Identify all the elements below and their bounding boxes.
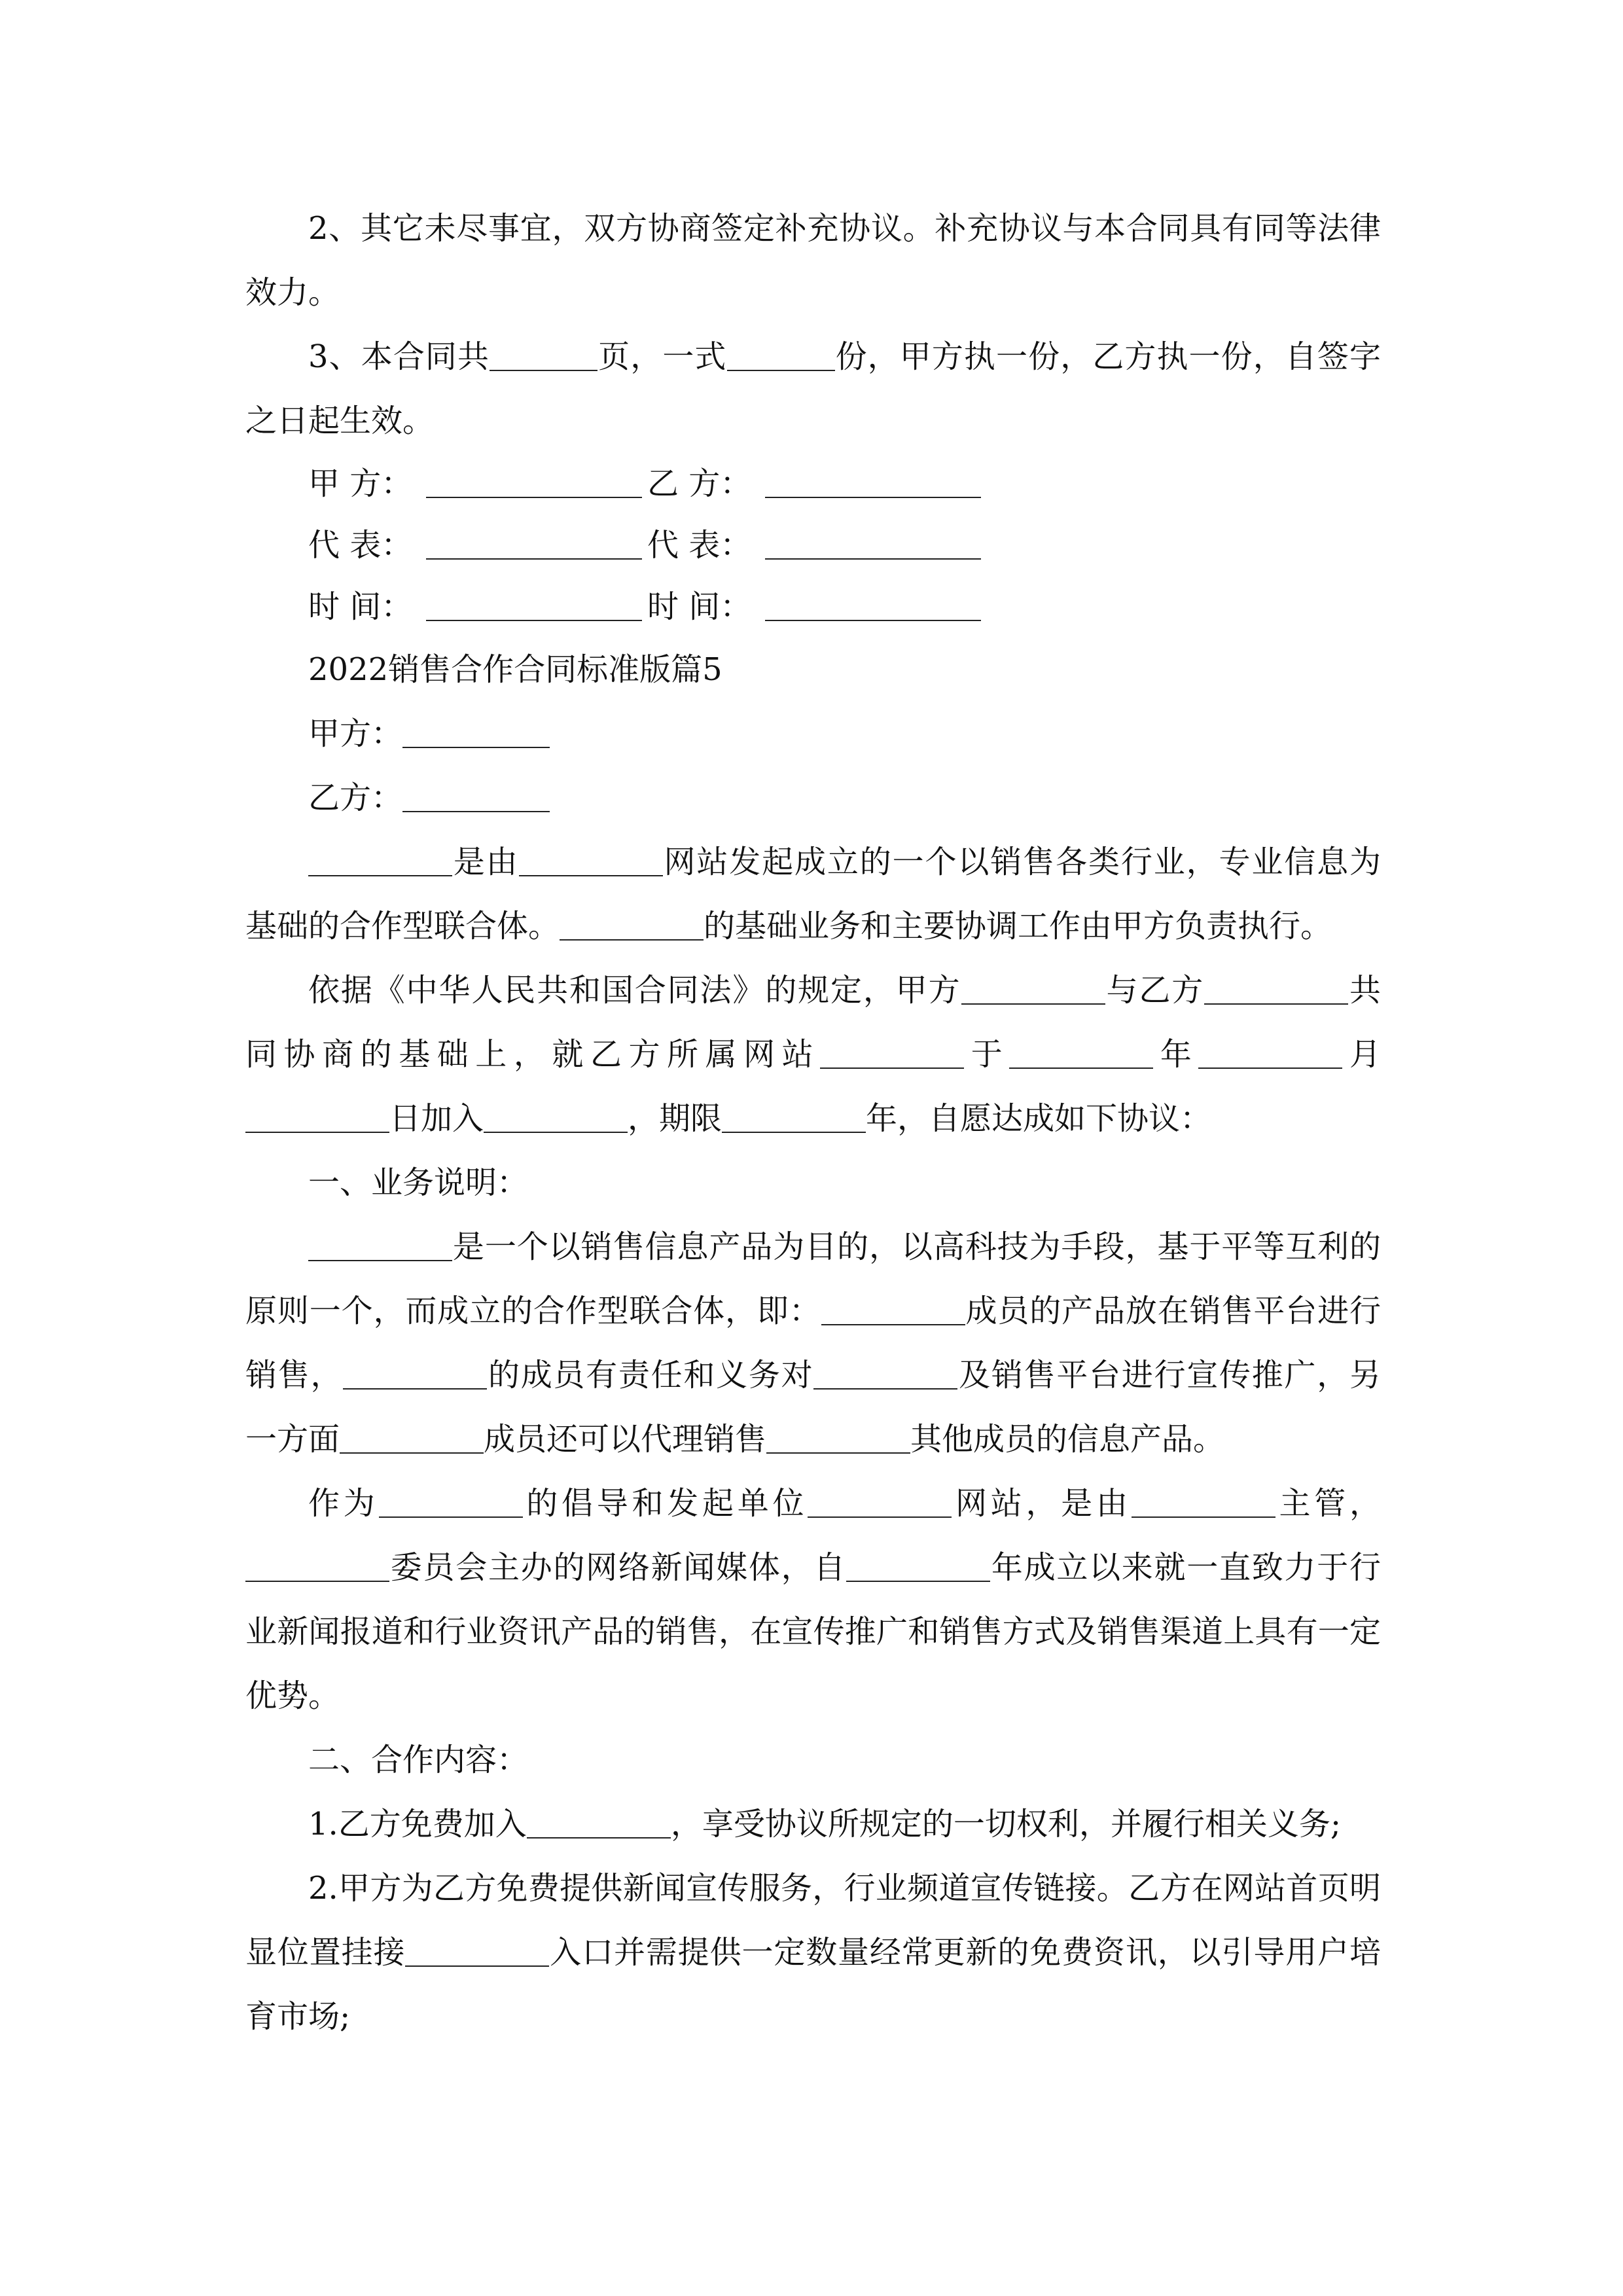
blank-website[interactable] <box>519 849 663 876</box>
blank-coop-1[interactable] <box>527 1811 671 1839</box>
heading-cooperation: 二、合作内容： <box>308 1742 529 1778</box>
clause-3 <box>245 325 1381 453</box>
clause-3-text-2: 页，一式 <box>597 338 727 375</box>
clause-3-text-3: 份，甲方执一份，乙方执一份，自签字之日起生效。 <box>245 338 1381 439</box>
rep-a-label: 代 表： <box>308 527 413 564</box>
initiator-paragraph <box>245 1471 1381 1728</box>
basis-text-9: 年，自愿达成如下协议： <box>866 1100 1212 1137</box>
blank-biz-3[interactable] <box>343 1362 487 1390</box>
clause-3-text-1: 3、本合同共 <box>308 338 490 375</box>
coop-item-2 <box>245 1856 1381 2049</box>
signature-row-party <box>245 453 1381 514</box>
coop-2-text-1: 2.甲方为乙方免费提供新闻宣传服务，行业频道宣传链接。乙方在网站首页明显位置挂接 <box>245 1870 1381 1971</box>
blank-term[interactable] <box>722 1105 866 1133</box>
party-b-signature-line[interactable] <box>765 471 981 498</box>
blank-month[interactable] <box>1198 1041 1342 1069</box>
blank-site[interactable] <box>820 1041 964 1069</box>
document-body <box>245 196 1381 2049</box>
blank-init-2[interactable] <box>808 1490 952 1518</box>
blank-init-5[interactable] <box>846 1554 990 1582</box>
initiator-text-4: 主管， <box>1275 1485 1381 1522</box>
blank-init-3[interactable] <box>1132 1490 1275 1518</box>
basis-paragraph <box>245 958 1381 1151</box>
coop-item-1 <box>245 1792 1381 1856</box>
time-a-label: 时 间： <box>308 588 413 625</box>
coop-2-text-2: 入口并需提供一定数量经常更新的免费资讯，以引导用户培育市场; <box>245 1934 1381 2035</box>
blank-pages[interactable] <box>490 344 597 371</box>
coop-1-text-2: ，享受协议所规定的一切权利，并履行相关义务; <box>670 1806 1341 1842</box>
party-a-row <box>245 702 1381 766</box>
basis-text-6: 月 <box>1342 1036 1381 1073</box>
basis-text-4: 于 <box>964 1036 1010 1073</box>
basis-text-8: ，期限 <box>628 1100 722 1137</box>
blank-biz-1[interactable] <box>308 1234 452 1261</box>
party-a-short-label: 甲方： <box>308 715 403 752</box>
business-paragraph <box>245 1215 1381 1471</box>
blank-biz-5[interactable] <box>340 1426 484 1454</box>
party-a-name-line[interactable] <box>402 721 550 748</box>
signature-row-time <box>245 576 1381 637</box>
section-title: 2022销售合作合同标准版篇5 <box>308 651 722 688</box>
basis-text-7: 日加入 <box>389 1100 484 1137</box>
blank-org[interactable] <box>308 849 452 876</box>
blank-biz-6[interactable] <box>766 1426 910 1454</box>
blank-init-1[interactable] <box>379 1490 523 1518</box>
blank-copies[interactable] <box>727 344 835 371</box>
rep-a-signature-line[interactable] <box>426 532 642 560</box>
blank-biz-4[interactable] <box>813 1362 957 1390</box>
time-b-label: 时 间： <box>647 588 752 625</box>
heading-business: 一、业务说明： <box>308 1164 529 1201</box>
intro-paragraph <box>245 830 1381 958</box>
rep-b-label: 代 表： <box>647 527 752 564</box>
basis-text-1: 依据《中华人民共和国合同法》的规定，甲方 <box>308 972 961 1009</box>
business-text-3: 的成员有责任和义务对 <box>487 1357 814 1393</box>
blank-year[interactable] <box>1009 1041 1153 1069</box>
blank-join[interactable] <box>484 1105 628 1133</box>
blank-party-a[interactable] <box>961 977 1105 1005</box>
intro-text-1: 是由 <box>452 844 519 880</box>
clause-2 <box>245 196 1381 325</box>
blank-biz-2[interactable] <box>821 1298 965 1325</box>
signature-row-representative <box>245 514 1381 576</box>
blank-party-b[interactable] <box>1204 977 1348 1005</box>
clause-2-text: 2、其它未尽事宜，双方协商签定补充协议。补充协议与本合同具有同等法律效力。 <box>245 210 1381 311</box>
intro-text-3: 的基础业务和主要协调工作由甲方负责执行。 <box>704 908 1332 944</box>
business-text-4: 及销售平台进行宣传推广，另一方面 <box>245 1357 1381 1458</box>
party-b-name-line[interactable] <box>402 785 550 812</box>
blank-org-2[interactable] <box>560 913 704 941</box>
business-text-1: 是一个以销售信息产品为目的，以高科技为手段，基于平等互利的原则一个，而成立的合作型联合体，即： <box>245 1229 1381 1329</box>
business-text-5: 成员还可以代理销售 <box>484 1421 767 1458</box>
basis-text-2: 与乙方 <box>1105 972 1205 1009</box>
basis-text-5: 年 <box>1153 1036 1199 1073</box>
blank-day[interactable] <box>245 1105 389 1133</box>
intro-text-2: 网站发起成立的一个以销售各类行业，专业信息为基础的合作型联合体。 <box>245 844 1381 944</box>
party-b-label: 乙 方： <box>647 465 752 502</box>
business-text-2: 成员的产品放在销售平台进行销售， <box>245 1293 1381 1393</box>
blank-coop-2[interactable] <box>405 1939 549 1967</box>
blank-init-4[interactable] <box>245 1554 389 1582</box>
initiator-text-6: 年成立以来就一直致力于行业新闻报道和行业资讯产品的销售，在宣传推广和销售方式及销售渠道上具有一定优势。 <box>245 1549 1381 1714</box>
party-b-row <box>245 766 1381 830</box>
initiator-text-5: 委员会主办的网络新闻媒体，自 <box>389 1549 847 1586</box>
time-b-signature-line[interactable] <box>765 594 981 621</box>
initiator-text-2: 的倡导和发起单位 <box>522 1485 808 1522</box>
party-a-label: 甲 方： <box>308 465 413 502</box>
initiator-text-3: 网站，是由 <box>952 1485 1132 1522</box>
coop-1-text-1: 1.乙方免费加入 <box>308 1806 527 1842</box>
basis-text-3: 共同协商的基础上，就乙方所属网站 <box>245 972 1381 1073</box>
time-a-signature-line[interactable] <box>426 594 642 621</box>
initiator-text-1: 作为 <box>308 1485 379 1522</box>
party-a-signature-line[interactable] <box>426 471 642 498</box>
business-text-6: 其他成员的信息产品。 <box>910 1421 1225 1458</box>
rep-b-signature-line[interactable] <box>765 532 981 560</box>
party-b-short-label: 乙方： <box>308 780 403 816</box>
